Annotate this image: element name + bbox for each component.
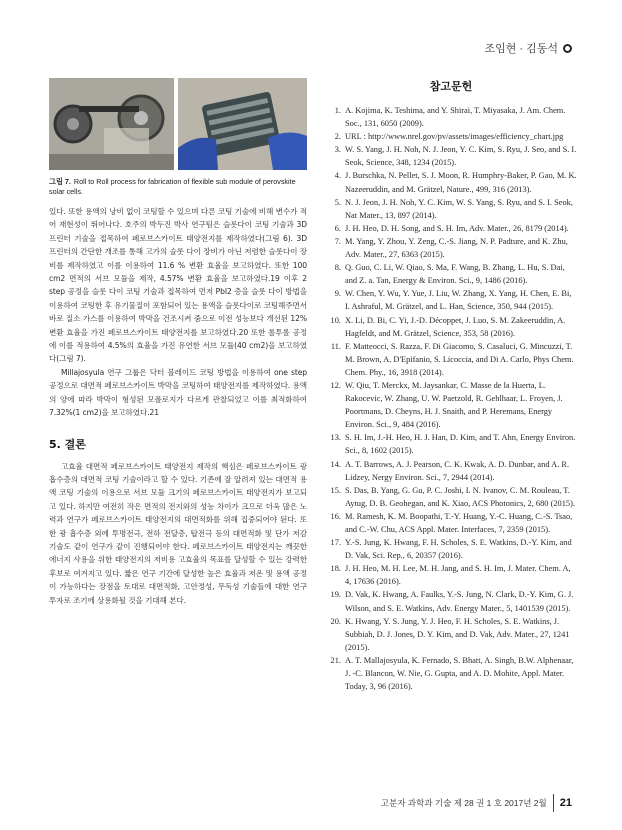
reference-item	[325, 379, 577, 431]
reference-item	[325, 562, 577, 588]
reference-item	[325, 484, 577, 510]
journal-info: 고분자 과학과 기술 제 28 권 1 호 2017년 2월	[380, 798, 547, 808]
reference-number: 13.	[330, 433, 341, 443]
reference-item	[325, 536, 577, 562]
reference-text: J. H. Heo, M. H. Lee, M. H. Jang, and S. H. Im, J. Mater. Chem. A, 4, 17636 (2016).	[345, 564, 571, 587]
reference-item	[325, 510, 577, 536]
reference-text: M. Ramesh, K. M. Boopathi, T.-Y. Huang, Y.-C. Huang, C.-S. Tsao, and C.-W. Chu, ACS Appl. Mater. Interfaces, 7, 2359 (2015).	[345, 511, 573, 534]
figure-photos	[49, 78, 307, 170]
reference-text: D. Vak, K. Hwang, A. Faulks, Y.-S. Jung, N. Clark, D.-Y. Kim, G. J. Wilson, and S. E. Watkins, Adv. Energy Mater., 5, 1401539 (2015).	[345, 590, 574, 613]
reference-text: A. Kojima, K. Teshima, and Y. Shirai, T. Miyasaka, J. Am. Chem. Soc., 131, 6050 (2009).	[345, 106, 566, 129]
body-text	[49, 205, 307, 607]
reference-text: URL : http://www.nrel.gov/pv/assets/images/efficiency_chart.jpg	[345, 132, 564, 142]
page-footer	[381, 794, 572, 812]
header-authors: 조임현 · 김동석	[484, 43, 558, 55]
reference-text: W. Chen, Y. Wu, Y. Yue, J. Liu, W. Zhang, X. Yang, H. Chen, E. Bi, I. Ashraful, M. Grätzel, and L. Han, Science, 350, 944 (2015).	[345, 289, 572, 312]
references-section	[325, 78, 577, 693]
reference-item	[325, 130, 577, 143]
reference-text: M. Yang, Y. Zhou, Y. Zeng, C.-S. Jiang, N. P. Padture, and K. Zhu, Adv. Mater., 27, 6363 (2015).	[345, 236, 568, 260]
reference-item	[325, 222, 577, 235]
reference-number: 21.	[330, 655, 341, 665]
reference-text: F. Matteocci, S. Razza, F. Di Giacomo, S. Casaluci, G. Mincuzzi, T. M. Brown, A. D'Epifanio, S. Licoccia, and Di A. Carlo, Phys Chem. Chem. Phy., 16, 3918 (2014).	[345, 341, 574, 377]
reference-list	[325, 104, 577, 693]
page-number: 21	[559, 797, 572, 809]
body-paragraph-1: 있다. 또한 용액의 낭비 없이 코팅할 수 있으며 다른 코팅 기술에 비해 변수가 적어 재현성이 뛰어나다. 호주의 박두진 박사 연구팀은 슬롯다이 코팅 기술과 3D 프린터 기술을 접목하여 페로브스카이트 태양전지를 제작하였다(그림 6). 3D 프린터의 간단한 개조를 통해 고가의 슬롯 다이 장비가 아닌 저렴한 슬롯다이 장비를 제작하였고 이를 이용하여 11.6 % 변환 효율을 보고하였다. 또한 100 cm2 면적의 서브 모듈을 제작, 4.57% 변환 효율을 보고하였다.19 이후 2 step 공정을 슬롯 다이 코팅 기술과 접목하여 먼저 PbI2 층을 슬롯 다이 방법을 이용하여 코팅한 후 유기물질이 포함되어 있는 용액을 슬롯다이로 코팅해주면서 바로 질소 가스를 이용하여 박막을 건조시켜 줌으로 이전 성능보다 개선된 12% 변환 효율을 가진 페로브스카이트 태양전지를 보고하였다.20 또한 롤투롤 공정에 이를 적용하여 4.5%의 효율을 가진 유연한 서브 모듈(40 cm2)을 보고하였다(그림 7).	[49, 207, 307, 364]
reference-number: 11.	[330, 341, 341, 351]
reference-item	[325, 340, 577, 379]
reference-number: 6.	[334, 223, 341, 233]
reference-item	[325, 196, 577, 222]
reference-text: Q. Guo, C. Li, W. Qiao, S. Ma, F. Wang, B. Zhang, L. Hu, S. Dai, and Z. a. Tan, Energy & Environ. Sci., 9, 1486 (2016).	[345, 263, 565, 286]
reference-item	[325, 654, 577, 693]
reference-number: 18.	[330, 564, 341, 574]
body-paragraph-3: 고효율 대면적 페로브스카이트 태양전지 제작의 핵심은 페로브스카이트 광 흡수층의 대면적 코팅 기술이라고 할 수 있다. 기존에 잘 알려져 있는 대면적 용액 코팅 기술의 이용으로 서브 모듈 크기의 페로브스카이트 태양전지가 보고되고 있다. 하지만 여전히 작은 면적의 전지와의 성능 차이가 크므로 더욱 많은 노력과 연구가 페로브스카이트 태양전지의 대면적화를 위해 집중되어야 된다. 또한 광 흡수층 외에 투명전극, 전하 전달층, 탑전극 등의 대면적화 및 단가 저감 기술도 같이 연구가 같이 진행되어야 한다. 페로브스카이트 태양전지는 깨끗한 에너지 사용을 위한 태양전지의 저비용 고효율의 목표를 달성할 수 있는 강력한 후보로 여겨지고 있다. 짧은 연구 기간에 달성한 높은 효율과 저온 및 용액 공정이 가능하다는 장점을 토대로 대면적화, 고안정성, 무독성 기술들에 대한 연구 투자로 조기에 상용화될 것을 기대해 본다.	[49, 461, 307, 605]
reference-number: 2.	[334, 132, 341, 142]
reference-item	[325, 104, 577, 130]
circle-bullet-icon	[563, 44, 572, 53]
reference-item	[325, 169, 577, 195]
reference-number: 8.	[334, 263, 341, 273]
reference-item	[325, 458, 577, 484]
reference-text: N. J. Jeon, J. H. Noh, Y. C. Kim, W. S. Yang, S. Ryu, and S. I. Seok, Nat Mater., 13, 897 (2014).	[345, 197, 573, 220]
figure-label: 그림 7.	[49, 177, 71, 186]
reference-number: 4.	[334, 171, 341, 181]
reference-number: 1.	[334, 106, 341, 115]
reference-item	[325, 261, 577, 287]
references-title: 참고문헌	[429, 80, 473, 93]
reference-text: W. Qiu, T. Merckx, M. Jaysankar, C. Masse de la Huerta, L. Rakocevic, W. Zhang, U. W. Paetzold, R. Gehlhaar, L. Froyen, J. Poortmans, D. Cheyns, H. J. Snaith, and P. Heremans, Energy Environ. Sci., 9, 484 (2016).	[345, 380, 563, 430]
reference-item	[325, 143, 577, 169]
reference-text: J. Burschka, N. Pellet, S. J. Moon, R. Humphry-Baker, P. Gao, M. K. Nazeeruddin, and M. Grätzel, Nature., 499, 316 (2013).	[345, 171, 577, 194]
running-header	[484, 40, 572, 56]
reference-text: Y.-S. Jung, K. Hwang, F. H. Scholes, S. E. Watkins, D.-Y. Kim, and D. Vak, Sci. Rep., 6, 20357 (2016).	[345, 538, 572, 561]
reference-number: 9.	[334, 289, 341, 299]
reference-number: 7.	[334, 236, 341, 246]
footer-divider	[553, 794, 554, 812]
reference-number: 20.	[330, 616, 341, 626]
reference-text: A. T. Barrows, A. J. Pearson, C. K. Kwak, A. D. Dunbar, and A. R. Lidzey, Nergy Environ. Sci., 7, 2944 (2014).	[345, 459, 570, 482]
roll-to-roll-machine-image	[49, 78, 174, 170]
reference-text: W. S. Yang, J. H. Noh, N. J. Jeon, Y. C. Kim, S. Ryu, J. Seo, and S. I. Seok, Science, 348, 1234 (2015).	[345, 145, 577, 168]
reference-text: J. H. Heo, D. H. Song, and S. H. Im, Adv. Mater., 26, 8179 (2014).	[345, 223, 569, 233]
reference-number: 14.	[330, 459, 341, 469]
reference-text: K. Hwang, Y. S. Jung, Y. J. Heo, F. H. Scholes, S. E. Watkins, J. Subbiah, D. J. Jones, D. Y. Kim, and D. Vak, Adv. Mater., 27, 1241 (2015).	[345, 616, 570, 652]
reference-number: 15.	[330, 485, 341, 495]
reference-number: 16.	[330, 511, 341, 521]
reference-number: 5.	[334, 197, 341, 207]
reference-number: 10.	[330, 315, 341, 325]
reference-text: S. Das, B. Yang, G. Gu, P. C. Joshi, I. N. Ivanov, C. M. Rouleau, T. Aytug, D. B. Geohegan, and K. Xiao, ACS Photonics, 2, 680 (2015).	[345, 485, 575, 508]
reference-text: A. T. Mallajosyula, K. Fernado, S. Bhatt, A. Singh, B.W. Alphenaar, J. -C. Blancon, W. Nie, G. Gupta, and A. D. Mohite, Appl. Mater. Today, 3, 96 (2016).	[345, 655, 574, 692]
reference-item	[325, 235, 577, 261]
reference-number: 3.	[334, 145, 341, 155]
figure-caption	[49, 177, 307, 196]
body-paragraph-2: Millajosyula 연구 그룹은 닥터 블레이드 코팅 방법을 이용하여 one step 공정으로 대면적 페로브스카이트 박막을 코팅하여 태양전지를 제작하였다. 용액의 양에 따라 박막이 형성된 모폴로지가 다르게 관찰되었고 이를 최적화하여 7.32%(1 cm2)을 보고하였다.21	[49, 367, 307, 418]
reference-number: 19.	[330, 590, 341, 600]
reference-item	[325, 314, 577, 340]
reference-number: 12.	[330, 380, 341, 390]
reference-text: S. H. Im, J.-H. Heo, H. J. Han, D. Kim, and T. Ahn, Energy Environ. Sci., 8, 1602 (2015).	[345, 433, 576, 456]
section-title-conclusion: 5. 결론	[49, 437, 86, 451]
figure-7	[49, 78, 307, 196]
reference-number: 17.	[330, 538, 341, 548]
reference-item	[325, 588, 577, 614]
flexible-module-image	[178, 78, 307, 170]
reference-item	[325, 287, 577, 313]
reference-item	[325, 431, 577, 457]
figure-caption-text: Roll to Roll process for fabrication of flexible sub module of perovskite solar cells.	[49, 177, 296, 196]
reference-item	[325, 615, 577, 654]
reference-text: X. Li, D. Bi, C. Yi, J.-D. Décoppet, J. Luo, S. M. Zakeeruddin, A. Hagfeldt, and M. Grätzel, Science, 353, 58 (2016).	[345, 315, 566, 338]
